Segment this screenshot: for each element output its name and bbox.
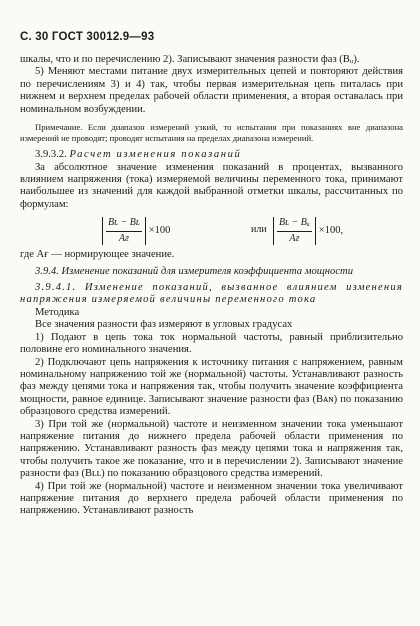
formula-or: или (251, 224, 267, 236)
section-number: 3.9.3.2. (35, 149, 67, 161)
paragraph-all-values: Все значения разности фаз измеряют в угловых градусах (35, 319, 293, 331)
paragraph-step-3: 3) При той же (нормальной) частоте и неизменном значении тока уменьшают напряжение питания до нижнего предела рабочей области применения по напряжению. Устанавливают разность фаз между цепями тока и напряжения так, чтобы получить такое же показание, что и в перечислении 2). Записывают значение разности фаз (Bʟʟ) по показанию образцового средства измерений. (20, 418, 403, 480)
formula-right (273, 216, 346, 246)
formula-left (102, 216, 173, 246)
paragraph-where: где Aғ — нормирующее значение. (20, 249, 175, 261)
method-label: Методика (35, 306, 80, 318)
paragraph-calculation: За абсолютное значение изменения показаний в процентах, вызванного влиянием напряжения (тока) измеряемой величины переменного тока, принимают наибольшее из значений для каждой выбранной отметки шкалы, рассчитанных по формулам: (20, 161, 403, 210)
paragraph-step-1: 1) Подают в цепь тока ток нормальной частоты, равный приблизительно половине его номинального значения. (20, 331, 403, 356)
formula-2-denominator: Aғ (289, 232, 300, 244)
paragraph-item-5: 5) Меняют местами питание двух измерительных цепей и повторяют действия по перечислениям 3) и 4) так, чтобы первая измерительная цепь питалась при нижнем и верхнем пределах рабочей области применения, а вторая оставалась при номинальном возбуждении. (20, 66, 403, 115)
formula-1-multiplier: ×100 (148, 225, 171, 237)
section-3-9-3-2-heading (20, 149, 403, 161)
formula-1-denominator: Aғ (118, 232, 129, 244)
section-3-9-4-1-heading: 3.9.4.1. Изменение показаний, вызванное влиянием изменения напряжения измеряемой величины переменного тока (20, 282, 403, 306)
paragraph-continuation: шкалы, что и по перечислению 2). Записывают значения разности фаз (Bᵤ). (20, 54, 360, 65)
page-header: С. 30 ГОСТ 30012.9—93 (20, 31, 155, 43)
page-body (20, 54, 403, 518)
formula-1-numerator: Bʟ − Bʟ (106, 217, 142, 231)
formula-block (20, 216, 403, 246)
section-3-9-4-heading: 3.9.4. Изменение показаний для измерителя коэффициента мощности (35, 265, 354, 277)
paragraph-step-2: 2) Подключают цепь напряжения к источнику питания с напряжением, равным номинальному напряжению той же (нормальной) частоты. Устанавливают разность фаз между цепями тока и напряжения так, чтобы получить значение коэффициента мощности, равное единице. Записывают значение разности фаз (Bᴀɴ) по показанию образцового средства измерений. (20, 356, 403, 418)
note: Примечание. Если диапазон измерений узкий, то испытания при показаниях вне диапазона измерений не проводят; проводят испытания на пределах диапазона измерений. (20, 122, 403, 143)
formula-2-numerator: Bʟ − Bᵤ (277, 217, 312, 231)
paragraph-step-4: 4) При той же (нормальной) частоте и неизменном значении тока увеличивают напряжение питания до верхнего предела рабочей области применения по напряжению. Устанавливают разность (20, 480, 403, 517)
formula-2-multiplier: ×100, (318, 225, 344, 237)
section-title: Расчет изменения показаний (69, 149, 242, 161)
